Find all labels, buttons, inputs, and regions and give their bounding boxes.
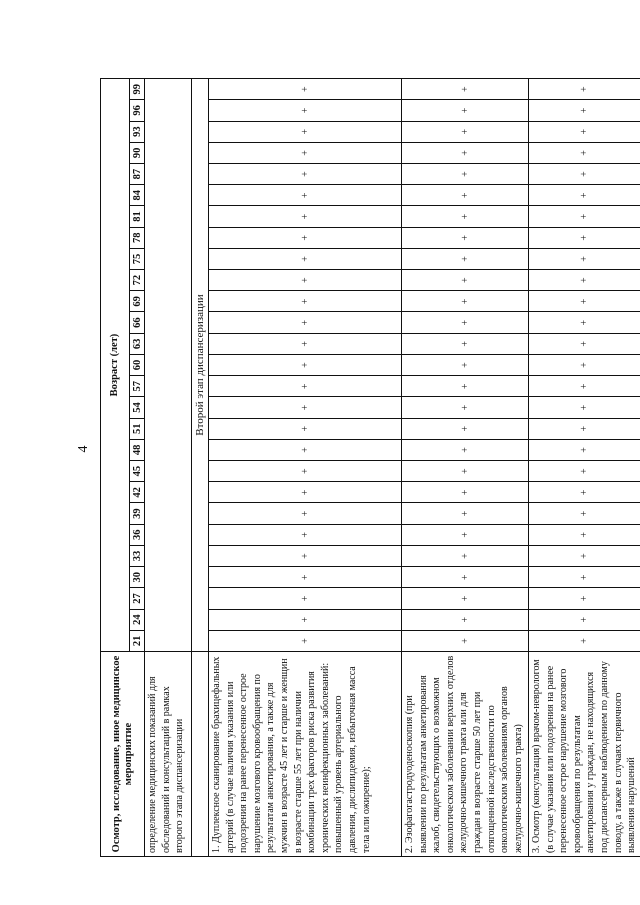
- age-mark-cell: +: [402, 630, 529, 651]
- age-header-cell: 30: [130, 567, 145, 588]
- age-mark-cell: +: [402, 376, 529, 397]
- age-mark-cell: +: [209, 79, 402, 100]
- age-mark-cell: +: [209, 376, 402, 397]
- age-mark-cell: +: [529, 79, 640, 100]
- age-mark-cell: +: [529, 185, 640, 206]
- age-mark-cell: +: [529, 418, 640, 439]
- age-mark-cell: +: [209, 333, 402, 354]
- age-mark-cell: +: [529, 206, 640, 227]
- age-mark-cell: +: [529, 270, 640, 291]
- age-mark-cell: +: [209, 567, 402, 588]
- age-mark-cell: +: [402, 206, 529, 227]
- age-mark-cell: +: [402, 291, 529, 312]
- age-mark-cell: +: [402, 121, 529, 142]
- age-header-cell: 66: [130, 312, 145, 333]
- age-mark-cell: +: [402, 79, 529, 100]
- intro-row: [145, 79, 192, 857]
- age-mark-cell: +: [402, 312, 529, 333]
- age-mark-cell: +: [529, 439, 640, 460]
- age-header-cell: 69: [130, 291, 145, 312]
- age-mark-cell: +: [209, 588, 402, 609]
- age-mark-cell: +: [529, 248, 640, 269]
- age-mark-cell: +: [209, 142, 402, 163]
- age-mark-cell: +: [402, 163, 529, 184]
- age-mark-cell: +: [209, 524, 402, 545]
- age-mark-cell: +: [529, 461, 640, 482]
- age-mark-cell: +: [402, 545, 529, 566]
- age-mark-cell: +: [529, 397, 640, 418]
- age-mark-cell: +: [402, 248, 529, 269]
- age-mark-cell: +: [209, 503, 402, 524]
- age-header-cell: 84: [130, 185, 145, 206]
- age-header-cell: 78: [130, 227, 145, 248]
- age-header-cell: 33: [130, 545, 145, 566]
- age-mark-cell: +: [209, 185, 402, 206]
- age-header-cell: 99: [130, 79, 145, 100]
- age-header-cell: 63: [130, 333, 145, 354]
- age-mark-cell: +: [529, 376, 640, 397]
- age-header-cell: 21: [130, 630, 145, 651]
- age-header-cell: 81: [130, 206, 145, 227]
- age-mark-cell: +: [402, 185, 529, 206]
- age-mark-cell: +: [209, 354, 402, 375]
- age-mark-cell: +: [209, 418, 402, 439]
- age-mark-cell: +: [402, 439, 529, 460]
- stage-row: [192, 79, 209, 857]
- age-mark-cell: +: [209, 270, 402, 291]
- age-mark-cell: +: [402, 100, 529, 121]
- age-mark-cell: +: [529, 545, 640, 566]
- age-mark-cell: +: [529, 482, 640, 503]
- age-mark-cell: +: [529, 291, 640, 312]
- age-mark-cell: +: [529, 333, 640, 354]
- age-column-header: Возраст (лет): [101, 79, 130, 652]
- age-mark-cell: +: [402, 142, 529, 163]
- age-mark-cell: +: [402, 354, 529, 375]
- procedure-text: 2. Эзофагогастродуоденоскопия (при выявлении по результатам анкетирования жалоб, свидетельствующих о возможном онкологическом заболевании верхних отделов желудочно-кишечного тракта или для граждан в возрасте старше 50 лет при отягощенной наследственности по онкологическим заболеваниям органов желудочно-кишечного тракта): [402, 652, 529, 857]
- age-mark-cell: +: [402, 333, 529, 354]
- age-mark-cell: +: [209, 630, 402, 651]
- age-mark-cell: +: [529, 524, 640, 545]
- age-header-cell: 27: [130, 588, 145, 609]
- rotated-table-wrapper: [100, 79, 638, 857]
- age-header-cell: 72: [130, 270, 145, 291]
- age-mark-cell: +: [529, 227, 640, 248]
- age-header-cell: 36: [130, 524, 145, 545]
- age-mark-cell: +: [402, 397, 529, 418]
- age-mark-cell: +: [209, 397, 402, 418]
- age-mark-cell: +: [209, 248, 402, 269]
- age-mark-cell: +: [529, 163, 640, 184]
- age-header-cell: 96: [130, 100, 145, 121]
- age-mark-cell: +: [402, 482, 529, 503]
- procedure-text: 1. Дуплексное сканирование брахицефальных артерий (в случае наличия указания или подозрения на ранее перенесенное острое нарушение мозгового кровообращения по результатам анкетирования, а также для мужчин в возрасте 45 лет и старше и женщин в возрасте старше 55 лет при наличии комбинации трех факторов риска развития хронических неинфекционных заболеваний: повышенный уровень артериального давления, дислипидемия, избыточная масса тела или ожирение);: [209, 652, 402, 857]
- procedure-row: [209, 79, 402, 857]
- age-mark-cell: +: [402, 588, 529, 609]
- age-header-cell: 93: [130, 121, 145, 142]
- age-mark-cell: +: [209, 482, 402, 503]
- age-header-cell: 51: [130, 418, 145, 439]
- intro-row-text: определение медицинских показаний для обследований и консультаций в рамках второго этапа диспансеризации: [145, 652, 192, 857]
- age-mark-cell: +: [402, 503, 529, 524]
- age-header-cell: 90: [130, 142, 145, 163]
- age-mark-cell: +: [209, 163, 402, 184]
- procedure-row: [529, 79, 640, 857]
- age-mark-cell: +: [529, 503, 640, 524]
- age-mark-cell: +: [209, 461, 402, 482]
- age-mark-cell: +: [529, 354, 640, 375]
- age-mark-cell: +: [209, 291, 402, 312]
- age-header-cell: 48: [130, 439, 145, 460]
- age-mark-cell: +: [209, 439, 402, 460]
- age-mark-cell: +: [209, 545, 402, 566]
- stage-row-empty: [192, 652, 209, 857]
- age-mark-cell: +: [209, 100, 402, 121]
- age-mark-cell: +: [529, 630, 640, 651]
- age-mark-cell: +: [529, 121, 640, 142]
- procedure-column-header: Осмотр, исследование, иное медицинское мероприятие: [101, 652, 145, 857]
- procedure-text: 3. Осмотр (консультация) врачом-неврологом (в случае указания или подозрения на ранее перенесенное острое нарушение мозгового кровообращения по результатам анкетирования у граждан, не находящихся под диспансерным наблюдением по данному поводу, а также в случаях первичного выявления нарушений: [529, 652, 640, 857]
- age-mark-cell: +: [529, 312, 640, 333]
- dispensary-table: [100, 78, 640, 857]
- age-header-cell: 60: [130, 354, 145, 375]
- intro-row-empty: [145, 79, 192, 652]
- age-mark-cell: +: [402, 418, 529, 439]
- age-mark-cell: +: [402, 567, 529, 588]
- page-number: 4: [76, 445, 91, 453]
- age-mark-cell: +: [529, 567, 640, 588]
- age-mark-cell: +: [209, 312, 402, 333]
- age-header-cell: 57: [130, 376, 145, 397]
- age-mark-cell: +: [402, 609, 529, 630]
- age-header-cell: 75: [130, 248, 145, 269]
- procedure-row: [402, 79, 529, 857]
- age-mark-cell: +: [402, 461, 529, 482]
- age-header-cell: 39: [130, 503, 145, 524]
- age-header-cell: 54: [130, 397, 145, 418]
- age-mark-cell: +: [209, 227, 402, 248]
- age-mark-cell: +: [209, 121, 402, 142]
- age-mark-cell: +: [402, 270, 529, 291]
- age-mark-cell: +: [402, 524, 529, 545]
- age-header-cell: 42: [130, 482, 145, 503]
- stage-label: Второй этап диспансеризации: [192, 79, 209, 652]
- age-mark-cell: +: [529, 100, 640, 121]
- age-mark-cell: +: [529, 142, 640, 163]
- age-mark-cell: +: [209, 609, 402, 630]
- age-header-cell: 45: [130, 461, 145, 482]
- age-mark-cell: +: [529, 609, 640, 630]
- age-header-cell: 24: [130, 609, 145, 630]
- age-mark-cell: +: [402, 227, 529, 248]
- age-header-cell: 87: [130, 163, 145, 184]
- age-mark-cell: +: [529, 588, 640, 609]
- age-mark-cell: +: [209, 206, 402, 227]
